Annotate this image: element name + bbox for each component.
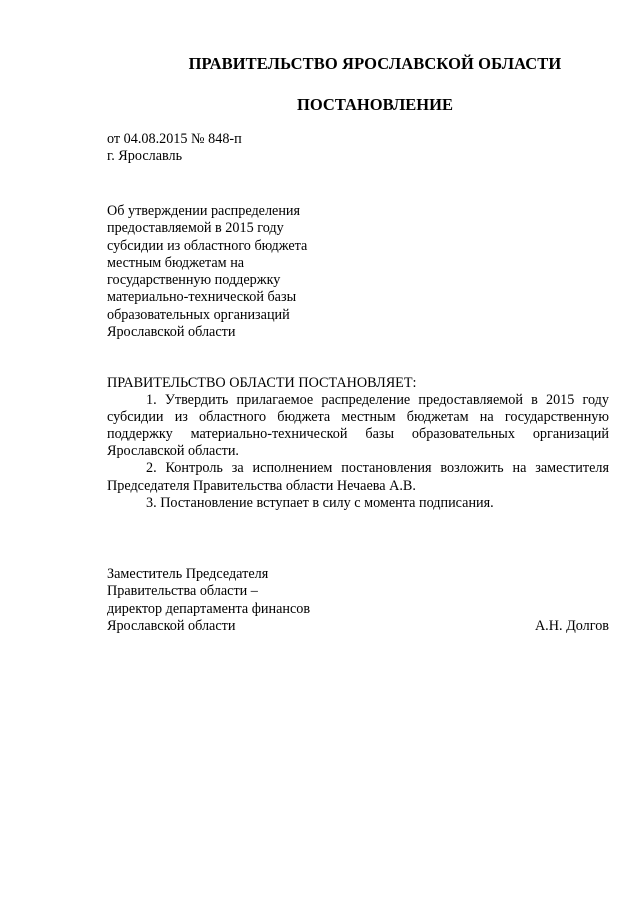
subject-line: материально-технической базы	[107, 289, 297, 306]
document-subject	[107, 203, 307, 341]
subject-line: государственную поддержку	[107, 272, 281, 289]
signatory-final-row	[107, 618, 609, 635]
date-and-number: от 04.08.2015 № 848-п	[107, 131, 242, 147]
resolution-lead: ПРАВИТЕЛЬСТВО ОБЛАСТИ ПОСТАНОВЛЯЕТ:	[107, 375, 417, 391]
document-meta	[107, 131, 242, 165]
document-body	[107, 375, 609, 512]
resolution-item-2: 2. Контроль за исполнением постановления возложить на заместителя Председателя Правительства области Нечаева А.В.	[107, 460, 609, 494]
document-type-title: ПОСТАНОВЛЕНИЕ	[297, 95, 453, 114]
government-title: ПРАВИТЕЛЬСТВО ЯРОСЛАВСКОЙ ОБЛАСТИ	[188, 54, 562, 73]
signature-block	[107, 566, 609, 635]
subject-line: субсидии из областного бюджета	[107, 237, 308, 254]
subject-line: Ярославской области	[107, 324, 236, 341]
signatory-name: А.Н. Долгов	[534, 617, 609, 634]
resolution-item-3: 3. Постановление вступает в силу с момента подписания.	[146, 494, 494, 511]
subject-line: образовательных организаций	[107, 306, 290, 323]
resolution-item-1: 1. Утвердить прилагаемое распределение предоставляемой в 2015 году субсидии из областного бюджета местным бюджетам на государственную поддержку материально-технической базы образовательных организаций Ярославской области.	[107, 392, 609, 460]
city: г. Ярославль	[107, 148, 183, 164]
signatory-title-line: директор департамента финансов	[107, 600, 311, 617]
signatory-title-line: Ярославской области	[107, 617, 236, 634]
signatory-title-line: Правительства области –	[107, 583, 258, 600]
subject-line: местным бюджетам на	[107, 254, 245, 271]
subject-line: предоставляемой в 2015 году	[107, 220, 284, 237]
signatory-title-line: Заместитель Председателя	[107, 566, 269, 582]
subject-line: Об утверждении распределения	[107, 203, 301, 219]
